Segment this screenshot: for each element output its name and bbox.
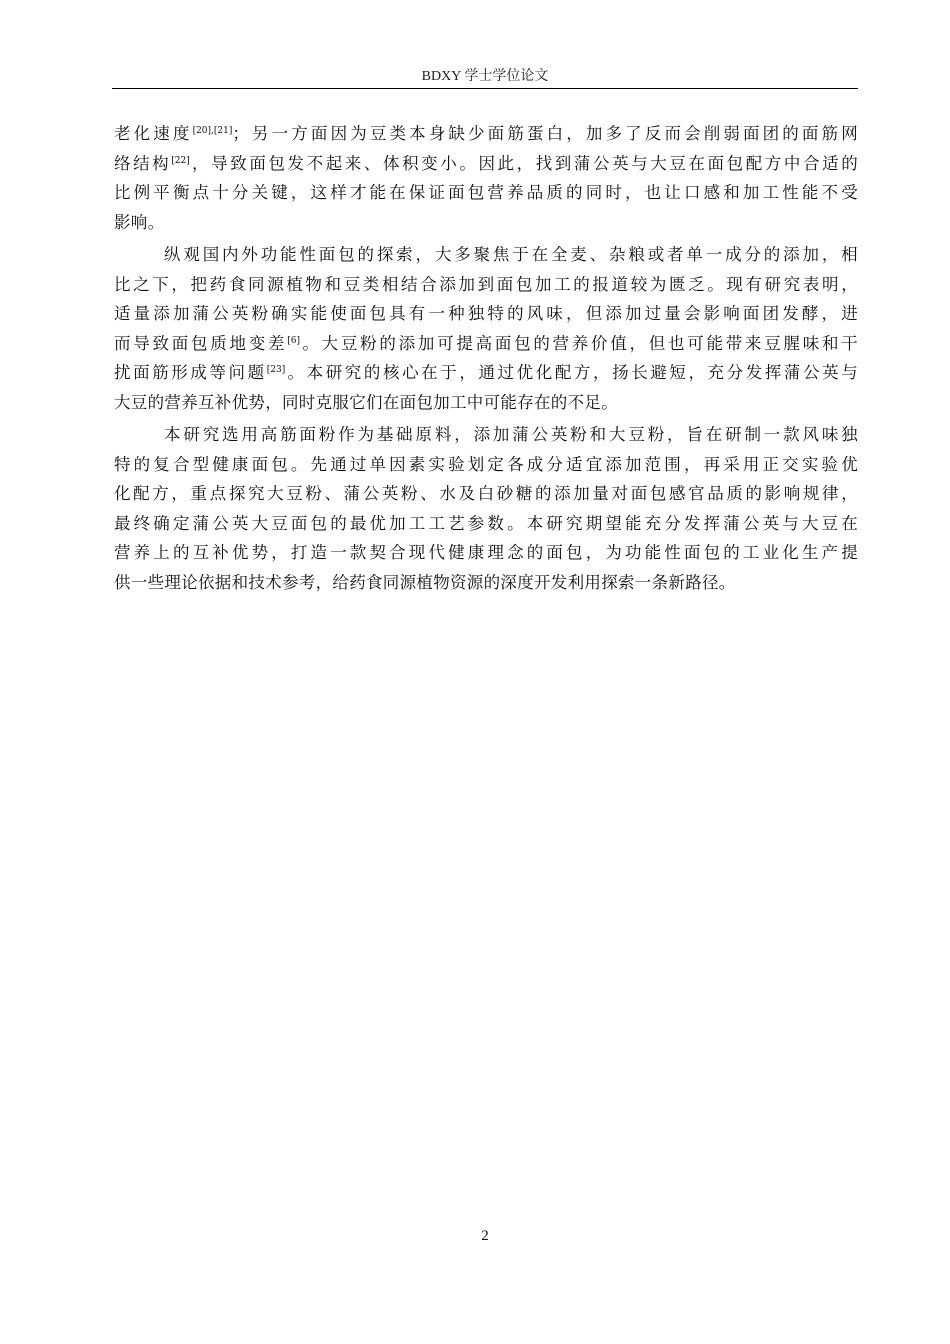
- text-run: 纵观国内外功能性面包的探索，大多聚焦于在全麦、杂粮或者单一成分的添加，相: [164, 245, 858, 264]
- text-line: [114, 119, 858, 149]
- text-run: 而导致面包质地变差: [114, 333, 288, 353]
- text-line: [114, 149, 858, 179]
- text-run: 适量添加蒲公英粉确实能使面包具有一种独特的风味，但添加过量会影响面团发酵，进: [114, 304, 858, 323]
- body-text: [114, 119, 858, 597]
- text-line: [114, 450, 858, 480]
- text-run: 扰面筋形成等问题: [114, 363, 267, 382]
- paragraph: [114, 119, 858, 237]
- citation-superscript: [23]: [266, 365, 286, 375]
- citation-superscript: [22]: [171, 155, 190, 166]
- text-run: 本研究选用高筋面粉作为基础原料，添加蒲公英粉和大豆粉，旨在研制一款风味独: [164, 425, 858, 444]
- running-header: BDXY 学士学位论文: [421, 69, 549, 84]
- paragraph: [114, 240, 858, 417]
- paragraph: [114, 420, 858, 597]
- text-run: 比之下，把药食同源植物和豆类相结合添加到面包加工的报道较为匮乏。现有研究表明，: [114, 274, 858, 294]
- text-line: [114, 270, 858, 300]
- text-line: [114, 568, 858, 598]
- text-run: 老化速度: [114, 124, 193, 143]
- text-line: [114, 420, 858, 450]
- text-line: [114, 479, 858, 509]
- text-line: [114, 208, 858, 238]
- text-run: 。大豆粉的添加可提高面包的营养价值，但也可能带来豆腥味和干: [299, 333, 859, 353]
- text-line: [114, 178, 858, 208]
- text-run: ；另一方面因为豆类本身缺少面筋蛋白，加多了反而会削弱面团的面筋网: [232, 124, 858, 143]
- text-line: [114, 358, 858, 388]
- citation-superscript: [6]: [287, 335, 300, 346]
- text-run: 供一些理论依据和技术参考，给药食同源植物资源的深度开发利用探索一条新路径。: [114, 572, 736, 592]
- text-line: [114, 329, 858, 359]
- text-run: 特的复合型健康面包。先通过单因素实验划定各成分适宜添加范围，再采用正交实验优: [114, 454, 858, 474]
- header-rule: [112, 88, 858, 89]
- text-line: [114, 388, 858, 418]
- text-run: 最终确定蒲公英大豆面包的最优加工工艺参数。本研究期望能充分发挥蒲公英与大豆在: [114, 513, 858, 533]
- text-run: 络结构: [114, 153, 172, 173]
- text-run: 营养上的互补优势，打造一款契合现代健康理念的面包，为功能性面包的工业化生产提: [114, 543, 858, 562]
- text-run: 比例平衡点十分关键，这样才能在保证面包营养品质的同时，也让口感和加工性能不受: [114, 183, 858, 202]
- text-run: 大豆的营养互补优势，同时克服它们在面包加工中可能存在的不足。: [114, 392, 618, 412]
- citation-superscript: [20],[21]: [192, 126, 233, 136]
- text-line: [114, 509, 858, 539]
- page-number: 2: [481, 1228, 489, 1244]
- text-run: 化配方，重点探究大豆粉、蒲公英粉、水及白砂糖的添加量对面包感官品质的影响规律，: [114, 484, 858, 503]
- text-line: [114, 299, 858, 329]
- text-line: [114, 240, 858, 270]
- text-line: [114, 538, 858, 568]
- text-run: 影响。: [114, 212, 165, 232]
- text-run: ，导致面包发不起来、体积变小。因此，找到蒲公英与大豆在面包配方中合适的: [189, 153, 858, 173]
- text-run: 。本研究的核心在于，通过优化配方，扬长避短，充分发挥蒲公英与: [285, 363, 859, 382]
